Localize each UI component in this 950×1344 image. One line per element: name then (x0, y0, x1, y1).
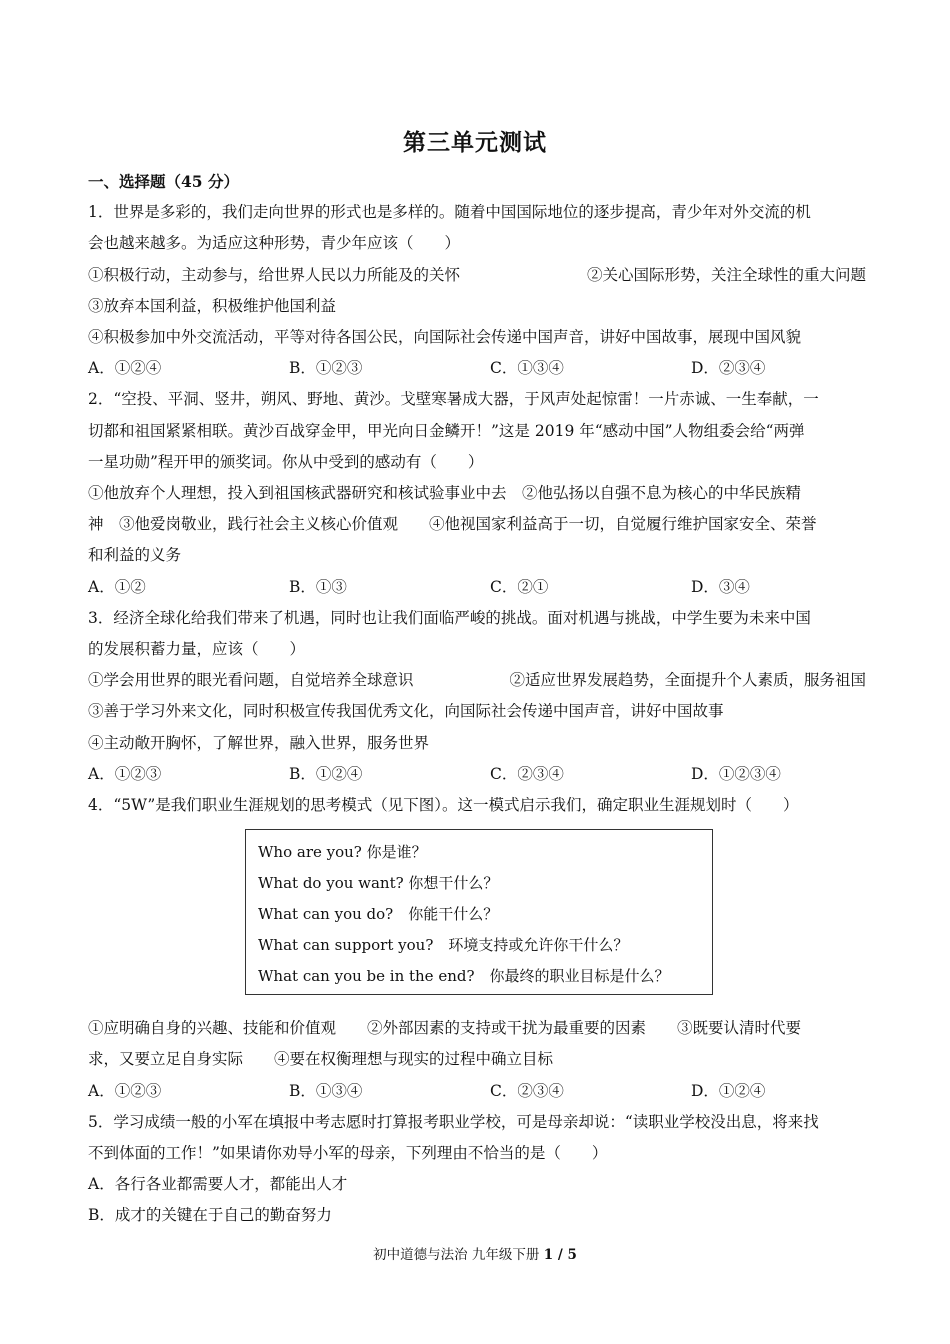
exam-content (88, 166, 866, 1232)
5w-model-box (245, 829, 713, 995)
section-heading: 一、选择题（45 分） (88, 172, 239, 191)
question-stem: 2．“空投、平洞、竖井，朔风、野地、黄沙。戈壁寒暑成大器，于风声处起惊雷！一片赤诚、一生奉献，一 (88, 390, 819, 409)
options-row (88, 1076, 866, 1107)
option-a: A．①②③ (88, 764, 162, 783)
question-stem: 不到体面的工作！”如果请你劝导小军的母亲，下列理由不恰当的是（ ） (88, 1144, 608, 1163)
statement: ③放弃本国利益，积极维护他国利益 (88, 296, 337, 315)
statement-row (88, 260, 866, 291)
question-4 (88, 790, 866, 1107)
statement: ④积极参加中外交流活动，平等对待各国公民，向国际社会传递中国声音，讲好中国故事，展现中国风貌 (88, 328, 802, 347)
question-stem: 一星功勋”程开甲的颁奖词。你从中受到的感动有（ ） (88, 452, 484, 471)
statement: ①应明确自身的兴趣、技能和价值观 ②外部因素的支持或干扰为最重要的因素 ③既要认清时代要 (88, 1019, 802, 1038)
5w-line: What can support you? 环境支持或允许你干什么？ (258, 936, 629, 955)
option-b: B．①②③ (289, 359, 363, 378)
option-a: A．①② (88, 577, 146, 596)
statement: ①学会用世界的眼光看问题，自觉培养全球意识 (88, 671, 414, 690)
option-b: B．成才的关键在于自己的勤奋努力 (88, 1206, 332, 1225)
option-a: A．①②④ (88, 359, 162, 378)
option-a: A．①②③ (88, 1081, 162, 1100)
options-row (88, 353, 866, 384)
statement: 和利益的义务 (88, 546, 182, 565)
question-stem: 4．“5W”是我们职业生涯规划的思考模式（见下图）。这一模式启示我们，确定职业生涯规划时（ ） (88, 796, 799, 815)
option-c: C．②① (490, 577, 549, 596)
5w-line: What can you do? 你能干什么？ (258, 905, 499, 924)
option-b: B．①②④ (289, 764, 363, 783)
footer-label: 初中道德与法治 九年级下册 (373, 1247, 540, 1263)
page-footer (0, 1243, 950, 1263)
option-a: A．各行各业都需要人才，都能出人才 (88, 1175, 348, 1194)
option-d: D．①②④ (691, 1081, 766, 1100)
page-number: 1 / 5 (543, 1247, 577, 1263)
question-5 (88, 1107, 866, 1232)
option-d: D．①②③④ (691, 764, 781, 783)
statement: ①积极行动，主动参与，给世界人民以力所能及的关怀 (88, 265, 461, 284)
question-stem: 会也越来越多。为适应这种形势，青少年应该（ ） (88, 234, 461, 253)
option-c: C．②③④ (490, 764, 564, 783)
option-b: B．①③ (289, 577, 347, 596)
question-2 (88, 384, 866, 602)
5w-line: What can you be in the end? 你最终的职业目标是什么？ (258, 967, 670, 986)
option-b: B．①③④ (289, 1081, 363, 1100)
page-title: 第三单元测试 (403, 129, 547, 156)
question-1 (88, 197, 866, 384)
question-stem: 的发展积蓄力量，应该（ ） (88, 640, 306, 659)
statement: 神 ③他爱岗敬业，践行社会主义核心价值观 ④他视国家利益高于一切，自觉履行维护国家安全、荣誉 (88, 515, 817, 534)
question-3 (88, 603, 866, 790)
option-d: D．③④ (691, 577, 750, 596)
statement: ③善于学习外来文化，同时积极宣传我国优秀文化，向国际社会传递中国声音，讲好中国故事 (88, 702, 724, 721)
option-c: C．②③④ (490, 1081, 564, 1100)
question-stem: 切都和祖国紧紧相联。黄沙百战穿金甲，甲光向日金鳞开！”这是 2019 年“感动中国”人物组委会给“两弹 (88, 421, 805, 440)
statement: ①他放弃个人理想，投入到祖国核武器研究和核试验事业中去 ②他弘扬以自强不息为核心的中华民族精 (88, 484, 802, 503)
option-d: D．②③④ (691, 359, 766, 378)
5w-line: Who are you? 你是谁？ (258, 843, 427, 862)
statement: ②关心国际形势，关注全球性的重大问题 (586, 265, 866, 284)
question-stem: 5．学习成绩一般的小军在填报中考志愿时打算报考职业学校，可是母亲却说：“读职业学校没出息，将来找 (88, 1112, 819, 1131)
statement: ④主动敞开胸怀，了解世界，融入世界，服务世界 (88, 733, 430, 752)
question-stem: 3．经济全球化给我们带来了机遇，同时也让我们面临严峻的挑战。面对机遇与挑战，中学生要为未来中国 (88, 608, 811, 627)
statement-row (88, 665, 866, 696)
statement: ②适应世界发展趋势，全面提升个人素质，服务祖国 (509, 671, 866, 690)
options-row (88, 759, 866, 790)
question-stem: 1．世界是多彩的，我们走向世界的形式也是多样的。随着中国国际地位的逐步提高，青少年对外交流的机 (88, 203, 811, 222)
options-row (88, 572, 866, 603)
5w-line: What do you want? 你想干什么？ (258, 874, 499, 893)
option-c: C．①③④ (490, 359, 564, 378)
statement: 求，又要立足自身实际 ④要在权衡理想与现实的过程中确立目标 (88, 1050, 554, 1069)
